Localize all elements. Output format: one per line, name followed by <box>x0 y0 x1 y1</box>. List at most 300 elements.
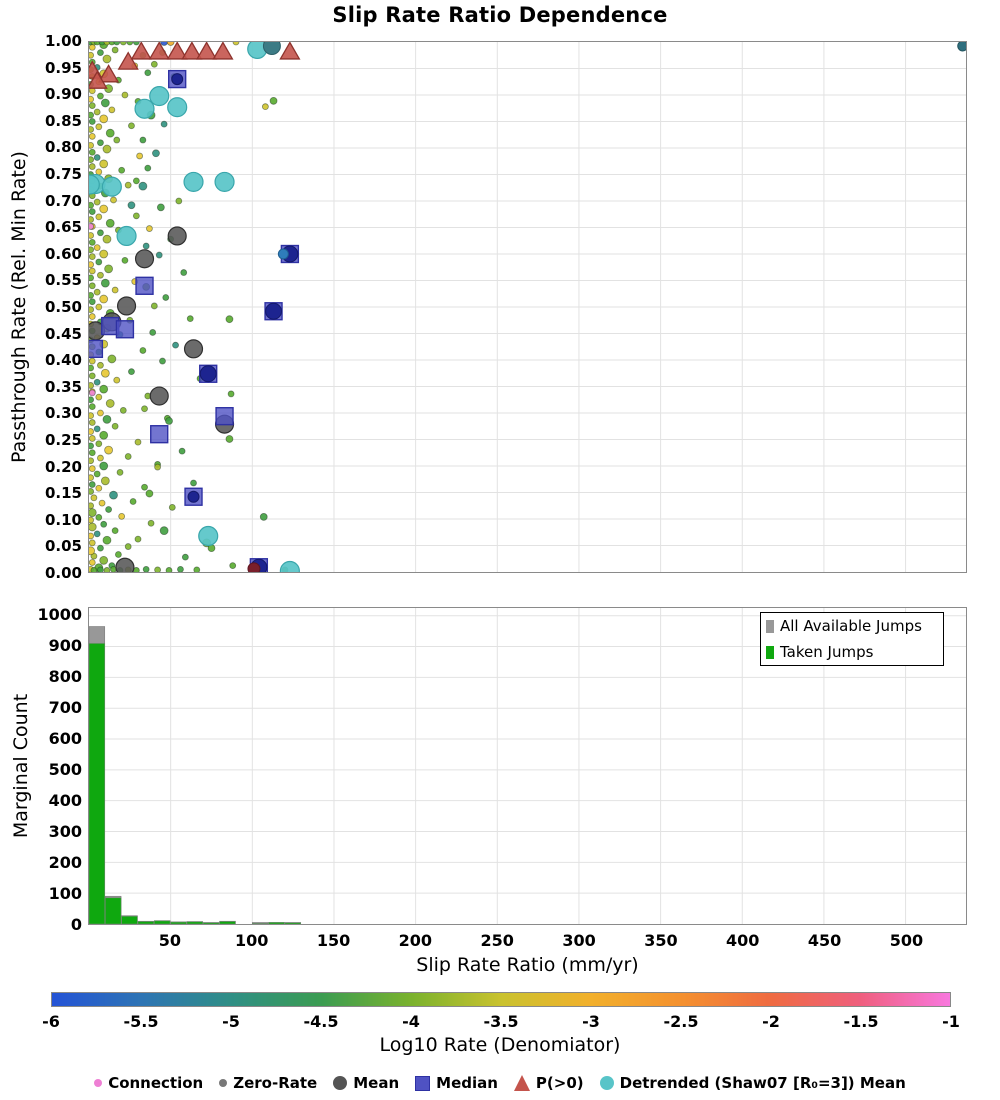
colorbar-tick-label: -1 <box>942 1012 960 1031</box>
hist-legend-row <box>761 639 943 665</box>
scatter-point <box>100 250 108 258</box>
scatter-point <box>94 426 100 432</box>
scatter-point <box>96 394 102 400</box>
scatter-point <box>94 289 100 295</box>
scatter-point <box>100 431 108 439</box>
colorbar-tick-label: -3.5 <box>483 1012 519 1031</box>
scatter-point <box>89 217 94 223</box>
scatter-point <box>103 145 111 153</box>
scatter-point <box>112 287 118 293</box>
detrended-mean-marker <box>168 98 187 117</box>
scatter-point <box>89 223 94 229</box>
scatter-point <box>145 165 151 171</box>
all-available-jumps-swatch <box>766 620 774 633</box>
scatter-y-tick-label: 0.75 <box>44 165 82 183</box>
legend-item-label: Mean <box>353 1074 400 1092</box>
x-tick-label: 450 <box>807 931 842 950</box>
scatter-point <box>161 121 167 127</box>
scatter-point <box>106 399 114 407</box>
scatter-point <box>89 268 95 274</box>
hist-y-tick-label: 900 <box>48 635 82 655</box>
scatter-point <box>160 527 168 535</box>
median-dark-marker <box>188 491 199 502</box>
scatter-y-tick-label: 0.40 <box>44 351 82 370</box>
scatter-point <box>96 304 102 310</box>
detrended-mean-marker <box>215 172 234 191</box>
scatter-point <box>89 413 94 419</box>
scatter-point <box>140 347 146 353</box>
scatter-point <box>120 407 126 413</box>
detrended-mean-marker <box>280 561 299 572</box>
scatter-point <box>101 477 109 485</box>
scatter-point <box>173 342 179 348</box>
scatter-point <box>89 435 95 441</box>
legend-item <box>600 1074 906 1092</box>
scatter-point <box>89 358 95 364</box>
scatter-point <box>119 167 125 173</box>
hist-y-tick-label: 200 <box>48 852 82 872</box>
scatter-point <box>125 544 131 550</box>
scatter-point <box>89 429 94 435</box>
bar-taken <box>122 916 138 924</box>
accent-marker <box>263 42 280 54</box>
scatter-point <box>260 513 267 520</box>
scatter-point <box>142 406 148 412</box>
bar-taken <box>203 923 219 924</box>
scatter-point <box>97 230 103 236</box>
scatter-point <box>128 369 134 375</box>
scatter-point <box>106 129 114 137</box>
detrended-mean-marker <box>184 172 203 191</box>
scatter-point <box>166 417 173 424</box>
scatter-y-tick-label: 0.20 <box>44 457 82 476</box>
scatter-point <box>143 243 149 249</box>
scatter-point <box>99 500 105 506</box>
scatter-y-tick-label: 0.15 <box>44 484 82 503</box>
p-gt0-marker <box>197 42 216 58</box>
scatter-y-tick-label: 0.05 <box>44 537 82 556</box>
scatter-point <box>89 517 94 523</box>
scatter-point <box>179 448 185 454</box>
colorbar-tick-label: -4.5 <box>303 1012 339 1031</box>
scatter-point <box>89 283 95 289</box>
scatter-y-tick-label: 0.00 <box>44 564 82 582</box>
scatter-point <box>110 491 118 499</box>
scatter-point <box>125 453 131 459</box>
scatter-point <box>94 471 100 477</box>
mean-marker <box>185 340 203 358</box>
scatter-y-tick-label: 0.10 <box>44 510 82 529</box>
legend-item <box>94 1074 203 1092</box>
mean-marker <box>168 227 186 245</box>
scatter-point <box>89 482 95 488</box>
scatter-point <box>270 97 277 104</box>
scatter-point <box>89 420 95 426</box>
x-tick-label: 250 <box>480 931 514 950</box>
scatter-point <box>97 272 103 278</box>
scatter-point <box>89 149 95 155</box>
scatter-point <box>103 55 111 63</box>
detrended-mean-marker <box>150 87 169 106</box>
scatter-point <box>96 485 102 491</box>
scatter-point <box>146 490 153 497</box>
scatter-point <box>109 107 115 113</box>
scatter-point <box>230 563 236 569</box>
scatter-y-tick-label: 0.65 <box>44 218 82 237</box>
scatter-point <box>150 329 156 335</box>
scatter-point <box>152 150 159 157</box>
scatter-point <box>89 559 95 565</box>
scatter-y-tick-label: 0.90 <box>44 85 82 104</box>
x-tick-label: 100 <box>234 931 269 950</box>
scatter-plot <box>89 42 966 572</box>
scatter-point <box>106 219 114 227</box>
bar-taken <box>269 922 285 924</box>
scatter-point <box>176 198 182 204</box>
scatter-point <box>187 316 193 322</box>
scatter-point <box>145 70 151 76</box>
median-dark-marker <box>172 74 183 85</box>
hist-y-tick-label: 300 <box>48 821 82 841</box>
scatter-point <box>114 137 120 143</box>
scatter-y-tick-label: 0.30 <box>44 404 82 423</box>
scatter-point <box>155 464 161 470</box>
scatter-point <box>100 556 108 564</box>
scatter-point <box>112 528 118 534</box>
scatter-point <box>89 112 94 118</box>
scatter-point <box>115 552 121 558</box>
scatter-point <box>105 265 113 273</box>
scatter-y-tick-label: 0.35 <box>44 377 82 396</box>
mean-marker <box>118 297 136 315</box>
scatter-point <box>101 99 109 107</box>
scatter-point <box>103 235 111 243</box>
scatter-point <box>127 42 133 45</box>
scatter-point <box>228 391 234 397</box>
scatter-point <box>89 232 94 238</box>
marker-legend <box>0 1074 1000 1092</box>
hist-legend-row <box>761 613 943 639</box>
detrended-mean-marker <box>135 99 154 118</box>
bar-taken <box>105 898 121 924</box>
chart-title: Slip Rate Ratio Dependence <box>332 3 668 27</box>
legend-item-label: Zero-Rate <box>233 1074 318 1092</box>
scatter-point <box>181 270 187 276</box>
scatter-point <box>151 303 157 309</box>
scatter-point <box>159 358 165 364</box>
scatter-point <box>91 495 97 501</box>
dot-icon <box>94 1079 102 1087</box>
scatter-point <box>226 316 233 323</box>
scatter-point <box>89 547 95 555</box>
colorbar-tick-label: -2.5 <box>663 1012 699 1031</box>
scatter-point <box>143 566 149 572</box>
legend-item-label: Detrended (Shaw07 [R₀=3]) Mean <box>619 1074 906 1092</box>
scatter-point <box>112 423 118 429</box>
scatter-point <box>100 295 108 303</box>
scatter-point <box>177 566 183 572</box>
hist-y-tick-label: 800 <box>48 666 82 686</box>
scatter-point <box>89 443 94 449</box>
bar-taken <box>171 922 187 924</box>
scatter-point <box>122 257 128 263</box>
hist-y-axis-title: Marginal Count <box>10 693 32 839</box>
scatter-y-tick-label: 0.85 <box>44 111 82 130</box>
scatter-point <box>166 567 172 572</box>
scatter-point <box>103 536 111 544</box>
p-gt0-marker <box>213 42 232 58</box>
scatter-point <box>89 119 95 125</box>
scatter-point <box>142 484 148 490</box>
scatter-point <box>89 96 94 102</box>
x-tick-label: 50 <box>158 931 181 950</box>
colorbar-tick-label: -2 <box>762 1012 780 1031</box>
scatter-point <box>151 61 157 67</box>
x-tick-label: 400 <box>726 931 760 950</box>
scatter-point <box>89 202 94 208</box>
scatter-y-axis-title: Passthrough Rate (Rel. Min Rate) <box>8 151 30 463</box>
scatter-point <box>182 554 188 560</box>
scatter-point <box>89 157 94 163</box>
scatter-point <box>89 466 95 472</box>
scatter-point <box>156 252 162 258</box>
bar-taken <box>220 922 236 924</box>
scatter-point <box>89 475 94 481</box>
scatter-y-tick-label: 0.80 <box>44 138 82 157</box>
scatter-y-tick-label: 0.50 <box>44 298 82 316</box>
colorbar <box>51 992 951 1007</box>
scatter-point <box>108 355 116 363</box>
scatter-point <box>100 385 108 393</box>
scatter-point <box>148 520 154 526</box>
scatter-point <box>114 42 120 45</box>
x-tick-label: 150 <box>316 931 351 950</box>
scatter-y-tick-label: 0.45 <box>44 324 82 343</box>
scatter-point <box>104 567 110 572</box>
scatter-point <box>167 42 174 45</box>
scatter-point <box>139 182 147 190</box>
median-marker <box>136 277 153 294</box>
scatter-point <box>89 209 95 215</box>
scatter-point <box>89 458 94 464</box>
hist-legend-label: All Available Jumps <box>780 617 922 635</box>
detrended-mean-marker <box>102 177 121 196</box>
scatter-point <box>135 536 141 542</box>
scatter-y-tick-label: 1.00 <box>44 32 82 50</box>
scatter-point <box>89 262 94 268</box>
bar-taken <box>285 923 301 924</box>
scatter-point <box>94 379 100 385</box>
hist-y-tick-label: 0 <box>70 915 82 934</box>
scatter-point <box>89 382 94 388</box>
scatter-point <box>146 226 152 232</box>
triangle-icon <box>514 1075 530 1091</box>
scatter-point <box>262 104 268 110</box>
scatter-point <box>100 462 108 470</box>
colorbar-tick-label: -6 <box>42 1012 60 1031</box>
x-tick-label: 200 <box>398 931 433 950</box>
scatter-y-tick-label: 0.25 <box>44 431 82 449</box>
bar-taken <box>252 923 268 924</box>
scatter-point <box>117 469 123 475</box>
detrended-mean-marker <box>199 526 218 545</box>
median-dark-marker <box>266 303 282 319</box>
scatter-point <box>89 509 96 517</box>
scatter-point <box>89 307 94 313</box>
hist-y-tick-label: 600 <box>48 728 82 748</box>
scatter-point <box>97 410 103 416</box>
scatter-point <box>101 279 109 287</box>
colorbar-tick-label: -5.5 <box>123 1012 159 1031</box>
hist-y-tick-label: 1000 <box>37 604 82 624</box>
scatter-point <box>163 294 169 300</box>
legend-item-label: Connection <box>108 1074 204 1092</box>
scatter-point <box>89 299 95 305</box>
scatter-point <box>94 531 100 537</box>
scatter-point <box>96 514 102 520</box>
scatter-point <box>101 521 107 527</box>
scatter-point <box>103 415 111 423</box>
scatter-point <box>89 314 95 320</box>
scatter-point <box>89 133 95 139</box>
legend-item-label: P(>0) <box>535 1074 584 1092</box>
scatter-point <box>130 499 136 505</box>
scatter-point <box>94 245 100 251</box>
accent-marker <box>278 249 288 259</box>
scatter-point <box>94 155 100 161</box>
scatter-point <box>94 199 100 205</box>
legend-item <box>514 1074 584 1092</box>
scatter-point <box>89 523 96 531</box>
scatter-y-tick-label: 0.70 <box>44 191 82 210</box>
scatter-point <box>101 369 109 377</box>
scatter-y-tick-label: 0.60 <box>44 244 82 263</box>
mean-marker <box>136 250 154 268</box>
colorbar-tick-label: -5 <box>222 1012 240 1031</box>
colorbar-tick-label: -4 <box>402 1012 420 1031</box>
colorbar-tick-label: -1.5 <box>843 1012 879 1031</box>
colorbar-title: Log10 Rate (Denomiator) <box>379 1034 621 1056</box>
scatter-point <box>89 254 95 260</box>
scatter-point <box>114 377 120 383</box>
x-tick-label: 350 <box>644 931 678 950</box>
scatter-point <box>122 92 128 98</box>
scatter-point <box>133 42 139 45</box>
scatter-point <box>89 373 95 379</box>
p-gt0-marker <box>280 42 299 58</box>
scatter-point <box>97 567 103 572</box>
scatter-point <box>96 124 102 130</box>
accent-marker <box>958 42 966 51</box>
scatter-y-tick-label: 0.55 <box>44 271 82 290</box>
scatter-point <box>96 214 102 220</box>
dot-icon <box>219 1079 227 1087</box>
scatter-point <box>89 52 94 58</box>
x-axis-title: Slip Rate Ratio (mm/yr) <box>416 954 639 976</box>
median-marker <box>216 408 233 425</box>
scatter-point <box>100 160 108 168</box>
x-tick-label: 300 <box>562 931 596 950</box>
scatter-point <box>135 439 141 445</box>
scatter-point <box>94 109 100 115</box>
scatter-point <box>194 567 200 572</box>
median-marker <box>116 321 133 338</box>
scatter-point <box>89 239 95 245</box>
scatter-point <box>106 506 112 512</box>
mean-marker <box>116 558 134 572</box>
scatter-point <box>89 164 95 170</box>
scatter-point <box>137 153 143 159</box>
scatter-point <box>89 247 94 253</box>
scatter-point <box>97 140 103 146</box>
median-marker <box>151 426 168 443</box>
scatter-point <box>140 137 146 143</box>
legend-item <box>415 1074 498 1092</box>
scatter-y-tick-label: 0.95 <box>44 58 82 77</box>
bar-taken <box>154 921 170 924</box>
hist-y-tick-label: 700 <box>48 697 82 717</box>
scatter-point <box>233 42 239 45</box>
colorbar-tick-label: -3 <box>582 1012 600 1031</box>
hist-y-tick-label: 500 <box>48 759 82 779</box>
scatter-point <box>89 292 94 298</box>
scatter-point <box>111 197 117 203</box>
hist-y-tick-label: 100 <box>48 883 82 903</box>
scatter-point <box>96 169 102 175</box>
scatter-point <box>89 126 94 132</box>
scatter-point <box>133 213 139 219</box>
scatter-point <box>97 362 103 368</box>
legend-item-label: Median <box>436 1074 498 1092</box>
scatter-point <box>89 540 95 546</box>
scatter-point <box>161 42 168 45</box>
bar-taken <box>187 922 203 924</box>
mean-marker <box>150 387 168 405</box>
scatter-point <box>89 275 94 281</box>
scatter-point <box>119 513 125 519</box>
scatter-point <box>97 455 103 461</box>
scatter-point <box>125 182 131 188</box>
detrended-mean-marker <box>117 227 136 246</box>
scatter-point <box>120 42 126 45</box>
p-gt0-marker <box>132 42 151 58</box>
scatter-point <box>155 567 161 572</box>
scatter-point <box>89 390 95 396</box>
scatter-point <box>112 47 118 53</box>
scatter-point <box>133 178 139 184</box>
accent-marker <box>248 563 260 572</box>
scatter-point <box>89 533 94 539</box>
scatter-point <box>91 567 97 572</box>
scatter-point <box>97 93 103 99</box>
taken-jumps-swatch <box>766 646 774 659</box>
x-tick-label: 500 <box>889 931 924 950</box>
scatter-plot-area <box>88 41 967 573</box>
scatter-point <box>89 450 95 456</box>
hist-y-tick-label: 400 <box>48 790 82 810</box>
bar-taken <box>138 922 154 924</box>
scatter-point <box>96 259 102 265</box>
scatter-point <box>89 397 94 403</box>
square-icon <box>415 1076 430 1091</box>
scatter-point <box>96 441 102 447</box>
legend-item <box>333 1074 399 1092</box>
scatter-point <box>100 115 108 123</box>
scatter-point <box>169 504 175 510</box>
scatter-point <box>89 142 94 148</box>
scatter-point <box>89 404 95 410</box>
scatter-point <box>97 50 103 56</box>
